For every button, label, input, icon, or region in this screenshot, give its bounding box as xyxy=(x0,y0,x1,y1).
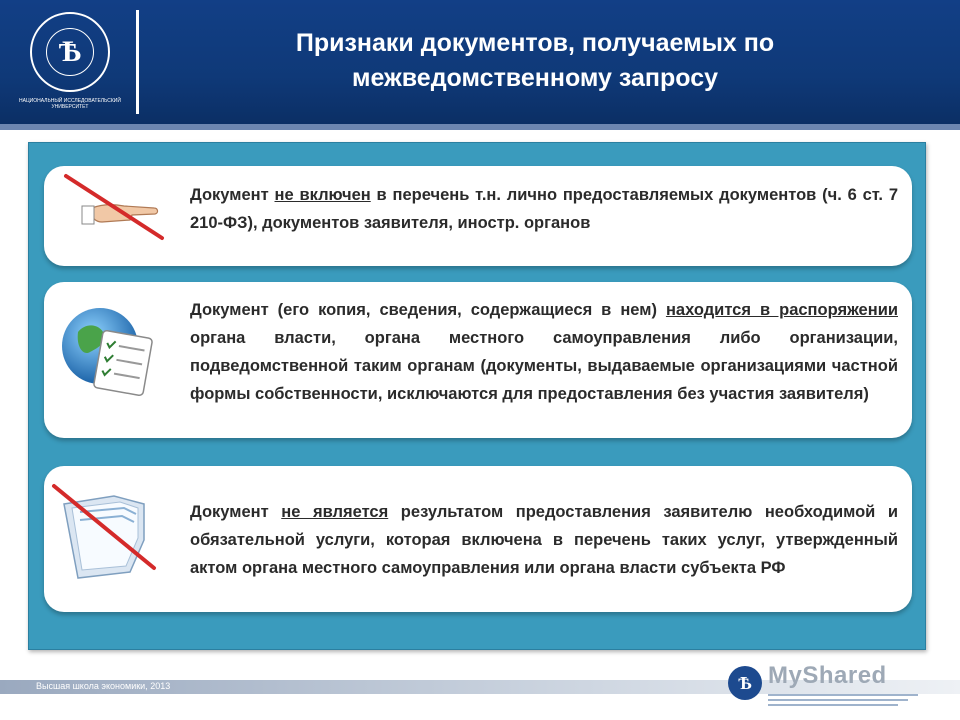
card-1-text-start: Документ xyxy=(190,186,275,204)
title-line-1: Признаки документов, получаемых по xyxy=(295,29,775,57)
card-2-text xyxy=(190,296,898,408)
card-1-text-end: в перечень т.н. лично предоставляемых документов (ч. 6 ст. 7 210-ФЗ), документов заявителя, иностр. органов xyxy=(190,186,898,232)
header-stripe xyxy=(0,124,960,130)
brand-logo-icon: Ѣ xyxy=(728,666,762,700)
header-divider xyxy=(136,10,139,114)
crossed-folder-icon xyxy=(50,482,160,592)
card-not-included xyxy=(44,166,912,266)
card-1-underlined: не включен xyxy=(274,186,371,204)
logo-caption: НАЦИОНАЛЬНЫЙ ИССЛЕДОВАТЕЛЬСКИЙ УНИВЕРСИТЕТ xyxy=(19,98,121,110)
hse-logo xyxy=(14,12,126,112)
slide-title xyxy=(180,26,890,96)
card-2-underlined: находится в распоряжении xyxy=(665,301,898,319)
myshared-watermark xyxy=(728,660,948,714)
crossed-hand-icon xyxy=(62,170,172,260)
card-in-possession xyxy=(44,282,912,438)
footer-copyright: Высшая школа экономики, 2013 xyxy=(36,681,171,691)
logo-letter: Ѣ xyxy=(46,28,94,76)
card-3-text-start: Документ xyxy=(190,503,282,521)
card-1-text xyxy=(190,181,898,237)
card-2-text-start: Документ (его копия, сведения, содержащиеся в нем) xyxy=(190,301,666,319)
brand-name: MyShared xyxy=(768,662,887,689)
card-3-text-end: результатом предоставления заявителю необходимой и обязательной услуги, которая включена в перечень таких услуг, утвержденный актом органа местного самоуправления или органа власти субъекта РФ xyxy=(190,503,899,577)
card-not-result xyxy=(44,466,912,612)
slide-header xyxy=(0,0,960,128)
globe-checklist-icon xyxy=(60,304,170,404)
card-3-underlined: не является xyxy=(281,503,389,521)
title-line-2: межведомственному запросу xyxy=(351,64,719,92)
card-3-text xyxy=(190,498,898,582)
logo-emblem-icon xyxy=(30,12,110,92)
card-2-text-end: органа власти, органа местного самоуправления либо организации, подведомственной таким органам (документы, выдаваемые организациями частной формы собственности, исключаются для предоставления без участия заявителя) xyxy=(190,329,898,403)
